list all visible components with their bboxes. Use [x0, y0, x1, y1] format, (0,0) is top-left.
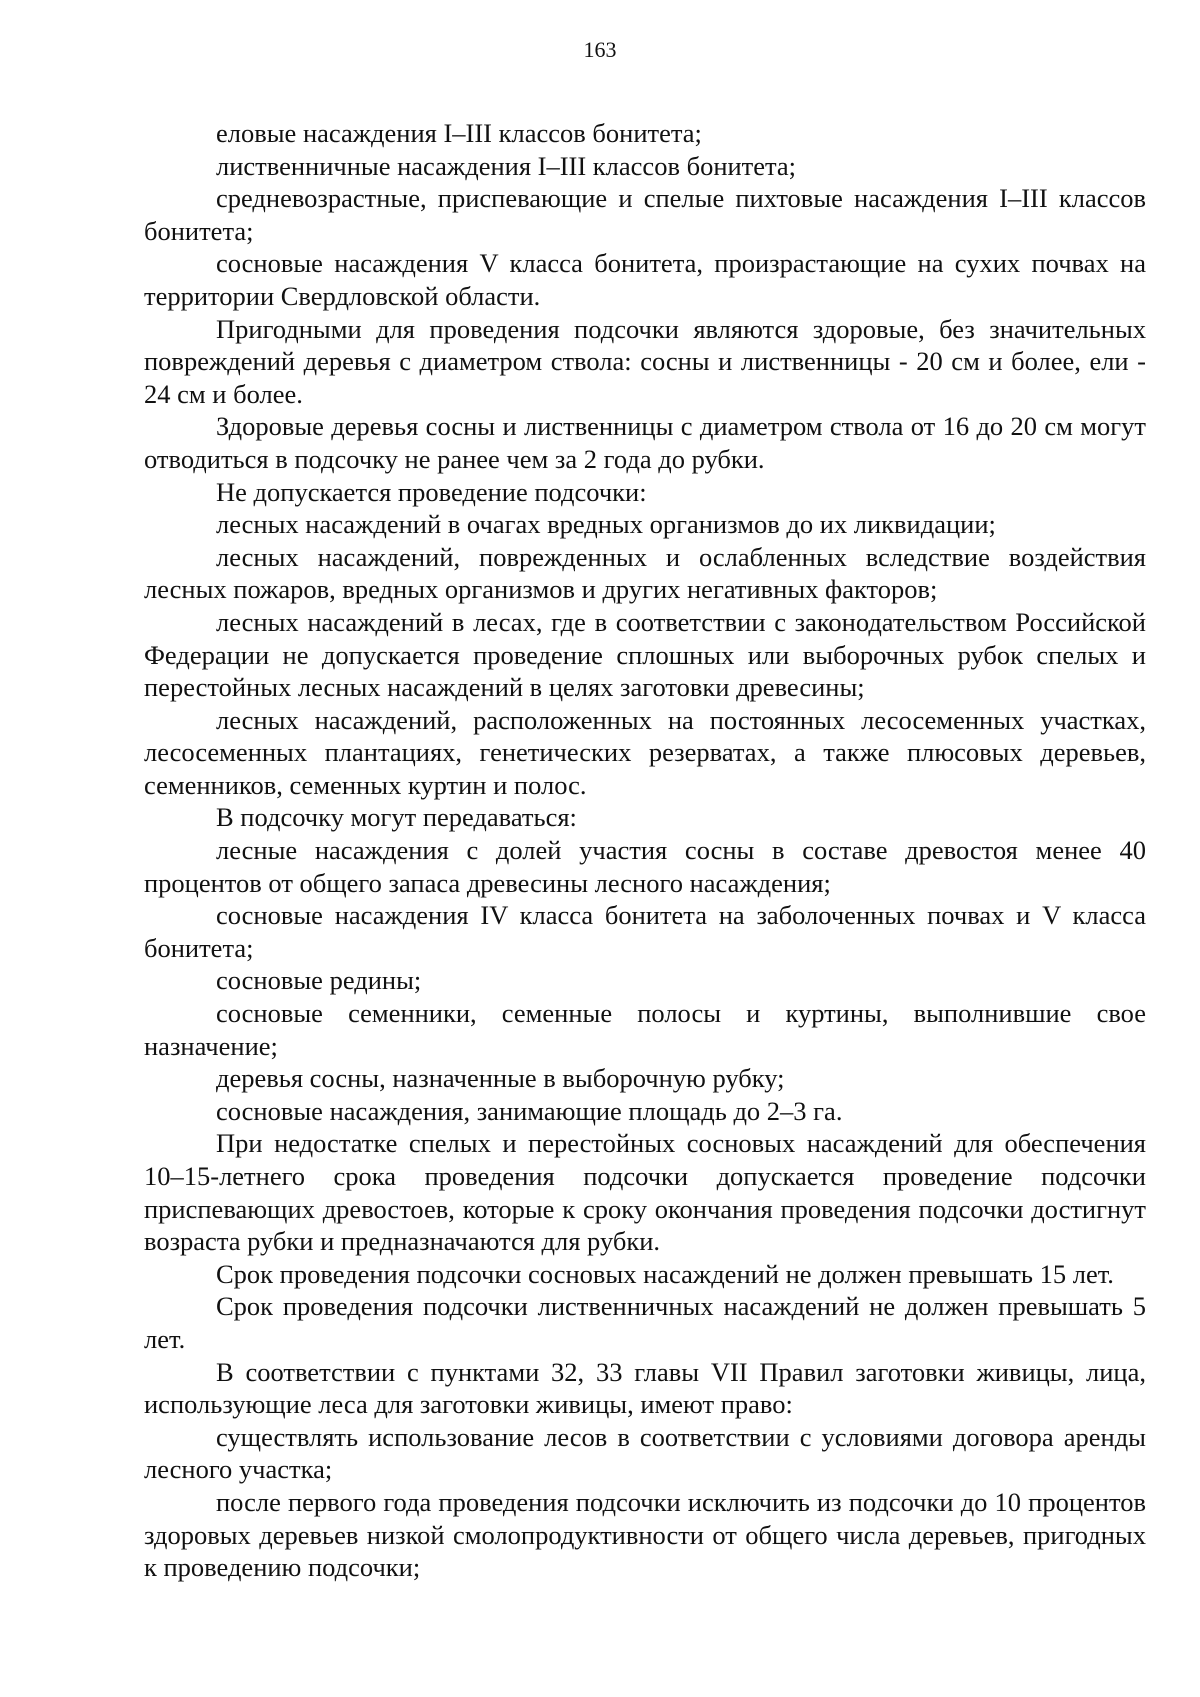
paragraph: Здоровые деревья сосны и лиственницы с диаметром ствола от 16 до 20 см могут отводиться в подсочку не ранее чем за 2 года до рубки. [144, 411, 1146, 474]
paragraph: При недостатке спелых и перестойных сосновых насаждений для обеспечения 10–15-летнего срока проведения подсочки допускается проведение подсочки приспевающих древостоев, которые к сроку окончания проведения подсочки достигнут возраста рубки и предназначаются для рубки. [144, 1128, 1146, 1257]
document-body [144, 117, 1146, 1584]
paragraph: лесных насаждений, поврежденных и ослабленных вследствие воздействия лесных пожаров, вредных организмов и других негативных факторов; [144, 541, 1146, 605]
paragraph: еловые насаждения I–III классов бонитета; [216, 118, 702, 148]
paragraph: сосновые насаждения, занимающие площадь до 2–3 га. [216, 1095, 843, 1126]
paragraph: лесных насаждений, расположенных на постоянных лесосеменных участках, лесосеменных плантациях, генетических резерватах, а также плюсовых деревьев, семенников, семенных куртин и полос. [144, 704, 1146, 800]
paragraph: лесных насаждений в очагах вредных организмов до их ликвидации; [216, 509, 996, 540]
paragraph: В подсочку могут передаваться: [216, 802, 577, 833]
paragraph: существлять использование лесов в соответствии с условиями договора аренды лесного участка; [144, 1421, 1146, 1485]
paragraph: сосновые редины; [216, 965, 422, 996]
paragraph: деревья сосны, назначенные в выборочную рубку; [216, 1063, 785, 1094]
paragraph: лесных насаждений в лесах, где в соответствии с законодательством Российской Федерации не допускается проведение сплошных или выборочных рубок спелых и перестойных лесных насаждений в целях заготовки древесины; [144, 606, 1146, 703]
paragraph: лесные насаждения с долей участия сосны в составе древостоя менее 40 процентов от общего запаса древесины лесного насаждения; [144, 835, 1146, 898]
paragraph: лиственничные насаждения I–III классов бонитета; [216, 150, 797, 181]
paragraph: Не допускается проведение подсочки: [216, 476, 647, 507]
paragraph: после первого года проведения подсочки исключить из подсочки до 10 процентов здоровых деревьев низкой смолопродуктивности от общего числа деревьев, пригодных к проведению подсочки; [144, 1486, 1146, 1583]
paragraph: Пригодными для проведения подсочки являются здоровые, без значительных повреждений деревья с диаметром ствола: сосны и лиственницы - 20 см и более, ели - 24 см и более. [144, 313, 1146, 409]
page-number: 163 [583, 37, 617, 62]
paragraph: Срок проведения подсочки сосновых насаждений не должен превышать 15 лет. [216, 1258, 1114, 1289]
paragraph: сосновые насаждения IV класса бонитета на заболоченных почвах и V класса бонитета; [144, 900, 1146, 963]
paragraph: сосновые насаждения V класса бонитета, произрастающие на сухих почвах на территории Свердловской области. [144, 248, 1146, 311]
paragraph: средневозрастные, приспевающие и спелые пихтовые насаждения I–III классов бонитета; [144, 183, 1146, 246]
paragraph: Срок проведения подсочки лиственничных насаждений не должен превышать 5 лет. [144, 1291, 1146, 1354]
paragraph: сосновые семенники, семенные полосы и куртины, выполнившие свое назначение; [144, 998, 1146, 1061]
paragraph: В соответствии с пунктами 32, 33 главы VII Правил заготовки живицы, лица, использующие леса для заготовки живицы, имеют право: [144, 1356, 1146, 1420]
